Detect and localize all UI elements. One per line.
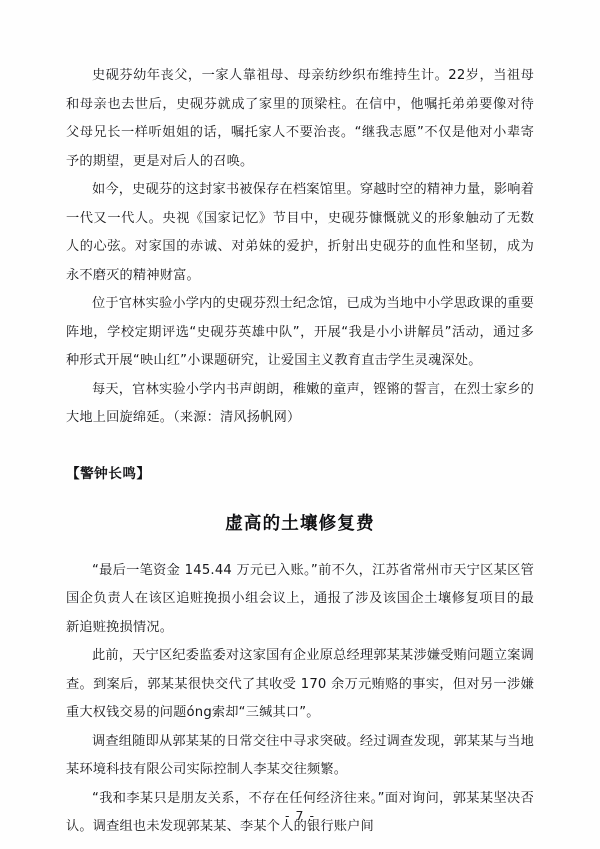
paragraph: 位于官林实验小学内的史砚芬烈士纪念馆，已成为当地中小学思政课的重要阵地，学校定期评选“史砚芬英雄中队”，开展“我是小小讲解员”活动，通过多种形式开展“映山红”小课题研究，让爱国主义教育直击学生灵魂深处。	[66, 296, 534, 368]
column-label: 【警钟长鸣】	[66, 465, 151, 482]
paragraph: 此前，天宁区纪委监委对这家国有企业原总经理郭某某涉嫌受贿问题立案调查。到案后，郭某某很快交代了其收受 170 余万元贿赂的事实，但对另一涉嫌重大权钱交易的问题óng索却“三缄其口”。	[66, 648, 534, 720]
paragraph: 史砚芬幼年丧父，一家人靠祖母、母亲纺纱织布维持生计。22岁，当祖母和母亲也去世后，史砚芬就成了家里的顶梁柱。在信中，他嘱托弟弟要像对待父母兄长一样听姐姐的话，嘱托家人不要治丧。“继我志愿”不仅是他对小辈寄予的期望，更是对后人的召唤。	[66, 68, 534, 169]
page-title: 虚高的土壤修复费	[225, 513, 375, 534]
paragraph: “最后一笔资金 145.44 万元已入账。”前不久，江苏省常州市天宁区某区管国企负责人在该区追赃挽损小组会议上，通报了涉及该国企土壤修复项目的最新追赃挽损情况。	[66, 562, 534, 635]
section-one-body	[66, 62, 534, 433]
paragraph: 调查组随即从郭某某的日常交往中寻求突破。经过调查发现，郭某某与当地某环境科技有限公司实际控制人李某交往频繁。	[66, 733, 534, 777]
paragraph: 如今，史砚芬的这封家书被保存在档案馆里。穿越时空的精神力量，影响着一代又一代人。央视《国家记忆》节目中，史砚芬慷慨就义的形象触动了无数人的心弦。对家国的赤诚、对弟妹的爱护，折射出史砚芬的血性和坚韧，成为永不磨灭的精神财富。	[66, 182, 534, 283]
page-number: - 7 -	[285, 808, 315, 823]
section-two-body	[66, 557, 534, 842]
paragraph: “我和李某只是朋友关系，不存在任何经济往来。”面对询问，郭某某坚决否认。调查组也未发现郭某某、李某个人的银行账户间	[66, 790, 534, 834]
paragraph: 每天，官林实验小学内书声朗朗，稚嫩的童声，铿锵的誓言，在烈士家乡的大地上回旋绵延。（来源：清风扬帆网）	[66, 381, 534, 425]
spacer	[66, 547, 534, 557]
